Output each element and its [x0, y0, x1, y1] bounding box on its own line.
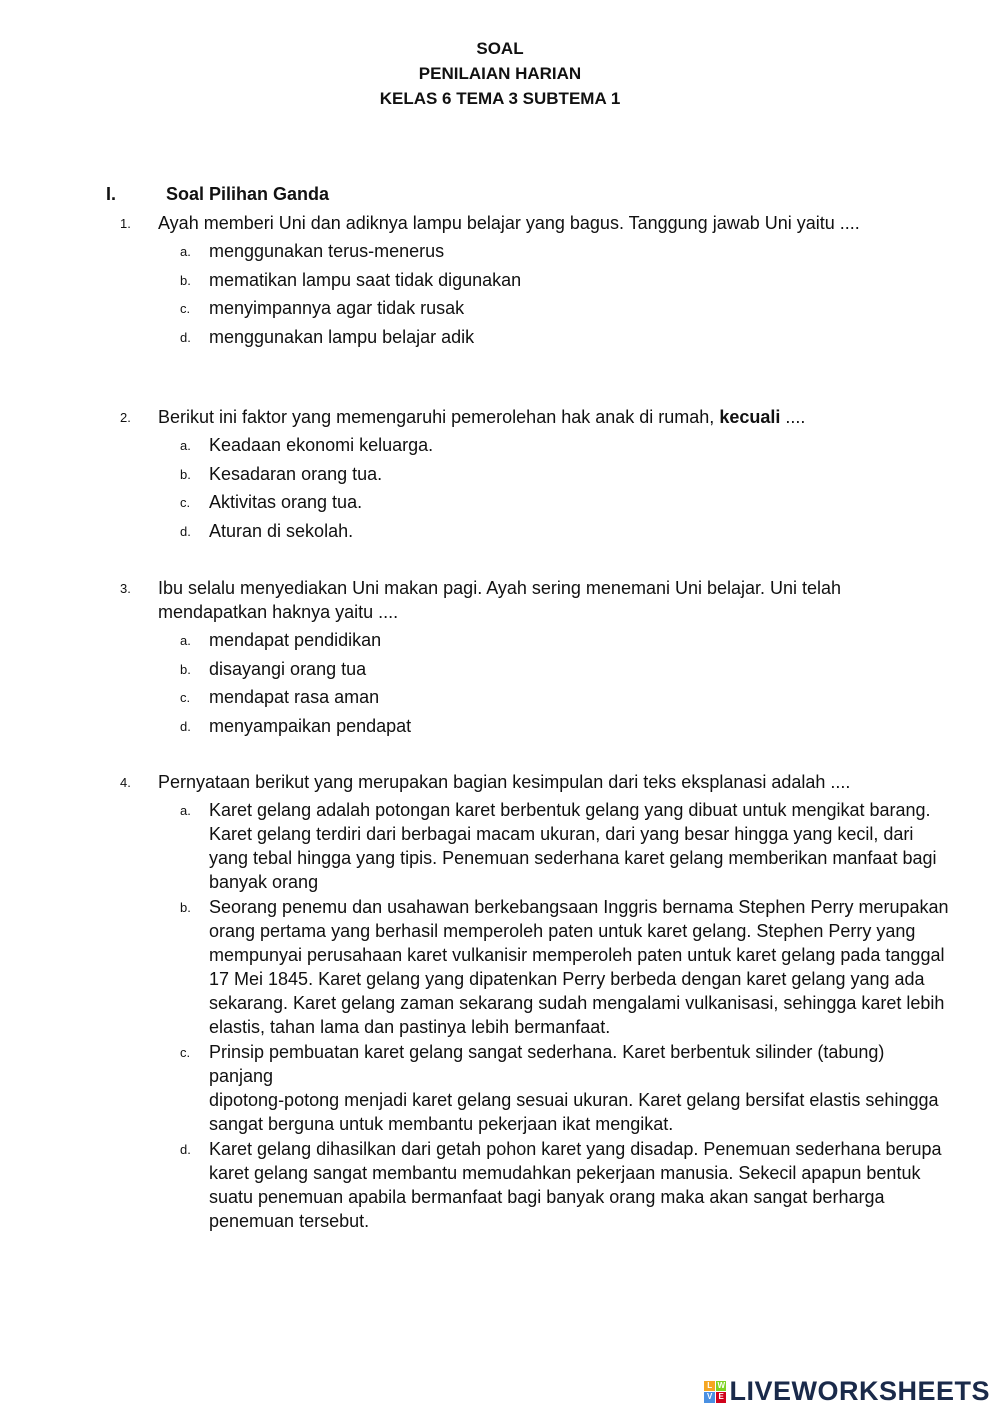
options-list	[180, 239, 950, 349]
logo-tile-w: W	[717, 1380, 725, 1390]
liveworksheets-icon	[704, 1381, 726, 1403]
question-stem: Pernyataan berikut yang merupakan bagian kesimpulan dari teks eksplanasi adalah ....	[158, 772, 851, 792]
question-4	[120, 770, 950, 1234]
option-text: Seorang penemu dan usahawan berkebangsaan Inggris bernama Stephen Perry merupakan orang pertama yang berhasil memperoleh paten untuk karet gelang. Stephen Perry yang mempunyai perusahaan karet vulkanisir memperoleh paten untuk karet gelang pada tanggal 17 Mei 1845. Karet gelang yang dipatenkan Perry berbeda dengan karet gelang yang ada sekarang. Karet gelang zaman sekarang sudah mengalami vulkanisasi, sehingga karet lebih elastis, tahan lama dan pastinya lebih bermanfaat.	[209, 897, 949, 1037]
option-text: Aturan di sekolah.	[209, 520, 354, 541]
liveworksheets-logo	[704, 1376, 990, 1407]
option-b[interactable]	[180, 462, 950, 486]
option-letter: d.	[180, 718, 191, 734]
option-c[interactable]	[180, 1040, 950, 1136]
option-a[interactable]	[180, 798, 950, 894]
option-letter: c.	[180, 495, 191, 510]
logo-tile-l: L	[704, 1381, 715, 1392]
option-text-line-1: Prinsip pembuatan karet gelang sangat sederhana. Karet berbentuk silinder (tabung) panjang	[209, 1042, 885, 1086]
option-a[interactable]	[180, 239, 950, 263]
question-number: 2.	[120, 410, 131, 425]
question-stem	[158, 405, 950, 429]
option-text: menyimpannya agar tidak rusak	[209, 298, 465, 318]
option-c[interactable]	[180, 296, 950, 320]
header-title: SOAL	[476, 39, 524, 58]
option-b[interactable]	[180, 268, 950, 292]
question-number: 3.	[120, 581, 131, 596]
option-text: Keadaan ekonomi keluarga.	[209, 435, 434, 455]
option-letter: a.	[180, 438, 191, 453]
option-text: menyampaikan pendapat	[209, 715, 412, 736]
stem-emphasis: kecuali	[719, 407, 781, 427]
option-text: mematikan lampu saat tidak digunakan	[209, 269, 522, 290]
logo-tile-v: V	[704, 1392, 715, 1403]
option-d[interactable]	[180, 714, 950, 738]
option-d[interactable]	[180, 1137, 950, 1233]
section-title: Soal Pilihan Ganda	[166, 184, 330, 204]
option-letter: c.	[180, 1045, 191, 1060]
option-text: mendapat rasa aman	[209, 687, 380, 707]
option-text: disayangi orang tua	[209, 658, 367, 679]
option-a[interactable]	[180, 628, 950, 652]
option-text: menggunakan lampu belajar adik	[209, 326, 475, 347]
section-number: I.	[106, 184, 117, 204]
option-text-line-2: dipotong-potong menjadi karet gelang sesuai ukuran. Karet gelang bersifat elastis sehingga sangat berguna untuk membantu pekerjaan ikat mengikat.	[209, 1090, 939, 1134]
option-d[interactable]	[180, 519, 950, 543]
stem-text: Berikut ini faktor yang memengaruhi pemerolehan hak anak di rumah,	[158, 407, 720, 427]
option-letter: d.	[180, 523, 191, 539]
option-letter: a.	[180, 633, 191, 648]
question-stem: Ibu selalu menyediakan Uni makan pagi. Ayah sering menemani Uni belajar. Uni telah mendapatkan haknya yaitu ....	[158, 578, 842, 622]
option-letter: b.	[180, 466, 191, 482]
option-letter: c.	[180, 301, 191, 316]
options-list	[180, 433, 950, 543]
option-text: Karet gelang dihasilkan dari getah pohon karet yang disadap. Penemuan sederhana berupa karet gelang sangat membantu memudahkan pekerjaan manusia. Sekecil apapun bentuk suatu penemuan apabila bermanfaat bagi banyak orang maka akan sangat berharga penemuan tersebut.	[209, 1139, 942, 1231]
option-text: Karet gelang adalah potongan karet berbentuk gelang yang dibuat untuk mengikat barang. Karet gelang terdiri dari berbagai macam ukuran, dari yang besar hingga yang kecil, dari yang tebal hingga yang tipis. Penemuan sederhana karet gelang memberikan manfaat bagi banyak orang	[209, 800, 937, 892]
option-letter: b.	[180, 661, 191, 677]
logo-tile-e: E	[716, 1392, 727, 1403]
liveworksheets-wordmark: LIVEWORKSHEETS	[729, 1376, 990, 1406]
option-letter: a.	[180, 244, 191, 259]
question-2	[120, 405, 950, 547]
option-text: menggunakan terus-menerus	[209, 241, 445, 261]
document-header	[0, 36, 1000, 111]
option-letter: a.	[180, 803, 191, 818]
question-stem: Ayah memberi Uni dan adiknya lampu belajar yang bagus. Tanggung jawab Uni yaitu ....	[158, 213, 860, 233]
option-letter: d.	[180, 1142, 191, 1157]
options-list	[180, 798, 950, 1233]
question-1	[120, 211, 950, 353]
option-a[interactable]	[180, 433, 950, 457]
option-letter: d.	[180, 329, 191, 345]
question-number: 1.	[120, 216, 131, 231]
option-b[interactable]	[180, 895, 950, 1039]
question-number: 4.	[120, 775, 131, 790]
option-letter: b.	[180, 272, 191, 288]
option-d[interactable]	[180, 325, 950, 349]
header-class-info: KELAS 6 TEMA 3 SUBTEMA 1	[379, 89, 621, 108]
option-b[interactable]	[180, 657, 950, 681]
stem-text-end: ....	[780, 407, 806, 427]
option-letter: b.	[180, 900, 191, 915]
header-subtitle: PENILAIAN HARIAN	[418, 64, 582, 83]
section-heading	[106, 184, 329, 205]
option-text: Kesadaran orang tua.	[209, 463, 383, 484]
option-letter: c.	[180, 690, 191, 705]
options-list	[180, 628, 950, 738]
option-c[interactable]	[180, 490, 950, 514]
option-c[interactable]	[180, 685, 950, 709]
option-text: Aktivitas orang tua.	[209, 492, 363, 512]
question-3	[120, 576, 950, 742]
option-text: mendapat pendidikan	[209, 630, 382, 650]
